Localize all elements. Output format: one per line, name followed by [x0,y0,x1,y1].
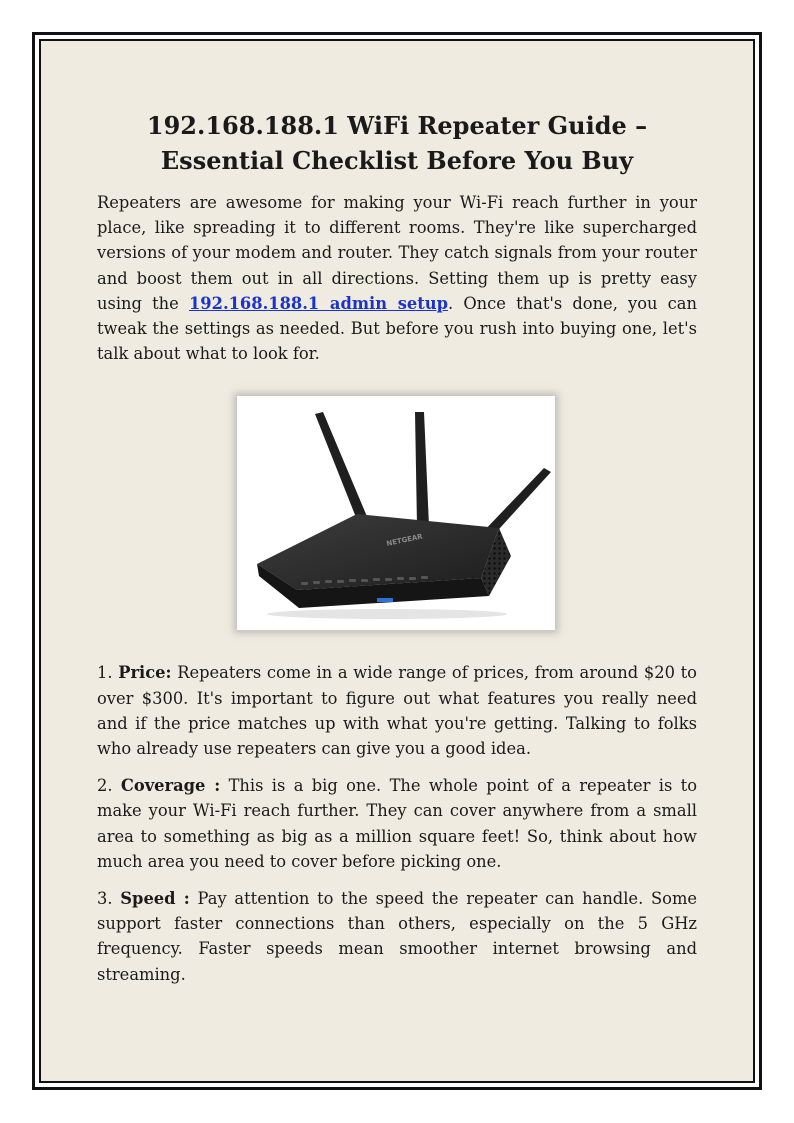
brand-logo: NETGEAR [385,532,424,549]
antenna-middle [415,412,429,526]
document-body [97,108,697,987]
item-number: 1. [97,663,113,683]
admin-setup-link[interactable]: 192.168.188.1 admin setup [188,293,448,313]
checklist [97,660,697,986]
item-text: This is a big one. The whole point of a repeater is to make your Wi-Fi reach further. They can cover anywhere from a small area to something as big as a million square feet! So, think about how much area you need to cover before picking one. [97,776,697,871]
item-heading: Coverage : [120,776,221,796]
status-light [377,598,393,602]
checklist-item-price [97,660,697,761]
checklist-item-speed [97,886,697,987]
router-illustration [237,396,555,630]
antenna-left [315,412,371,530]
intro-paragraph [97,190,697,366]
intro-text-after: . Once that's done, you can tweak the settings as needed. But before you rush into buying one, let's talk about what to look for. [97,293,697,364]
item-text: Repeaters come in a wide range of prices, from around $20 to over $300. It's important to figure out what features you really need and if the price matches up with what you're getting. Talking to folks who already use repeaters can give you a good idea. [97,663,697,759]
item-heading: Price: [118,663,172,683]
intro-text-before: Repeaters are awesome for making your Wi-Fi reach further in your place, like spreading it to different rooms. They're like supercharged versions of your modem and router. They catch signals from your router and boost them out in all directions. Setting them up is pretty easy using the [97,193,697,313]
item-text: Pay attention to the speed the repeater can handle. Some support faster connections than others, especially on the 5 GHz frequency. Faster speeds mean smoother internet browsing and streaming. [97,889,698,984]
item-heading: Speed : [120,889,190,909]
item-number: 3. [97,889,113,909]
document-title: 192.168.188.1 WiFi Repeater Guide – Essential Checklist Before You Buy [146,111,648,175]
item-number: 2. [97,776,113,796]
router-shadow [267,609,507,619]
router-image [237,396,555,630]
checklist-item-coverage [97,773,697,874]
